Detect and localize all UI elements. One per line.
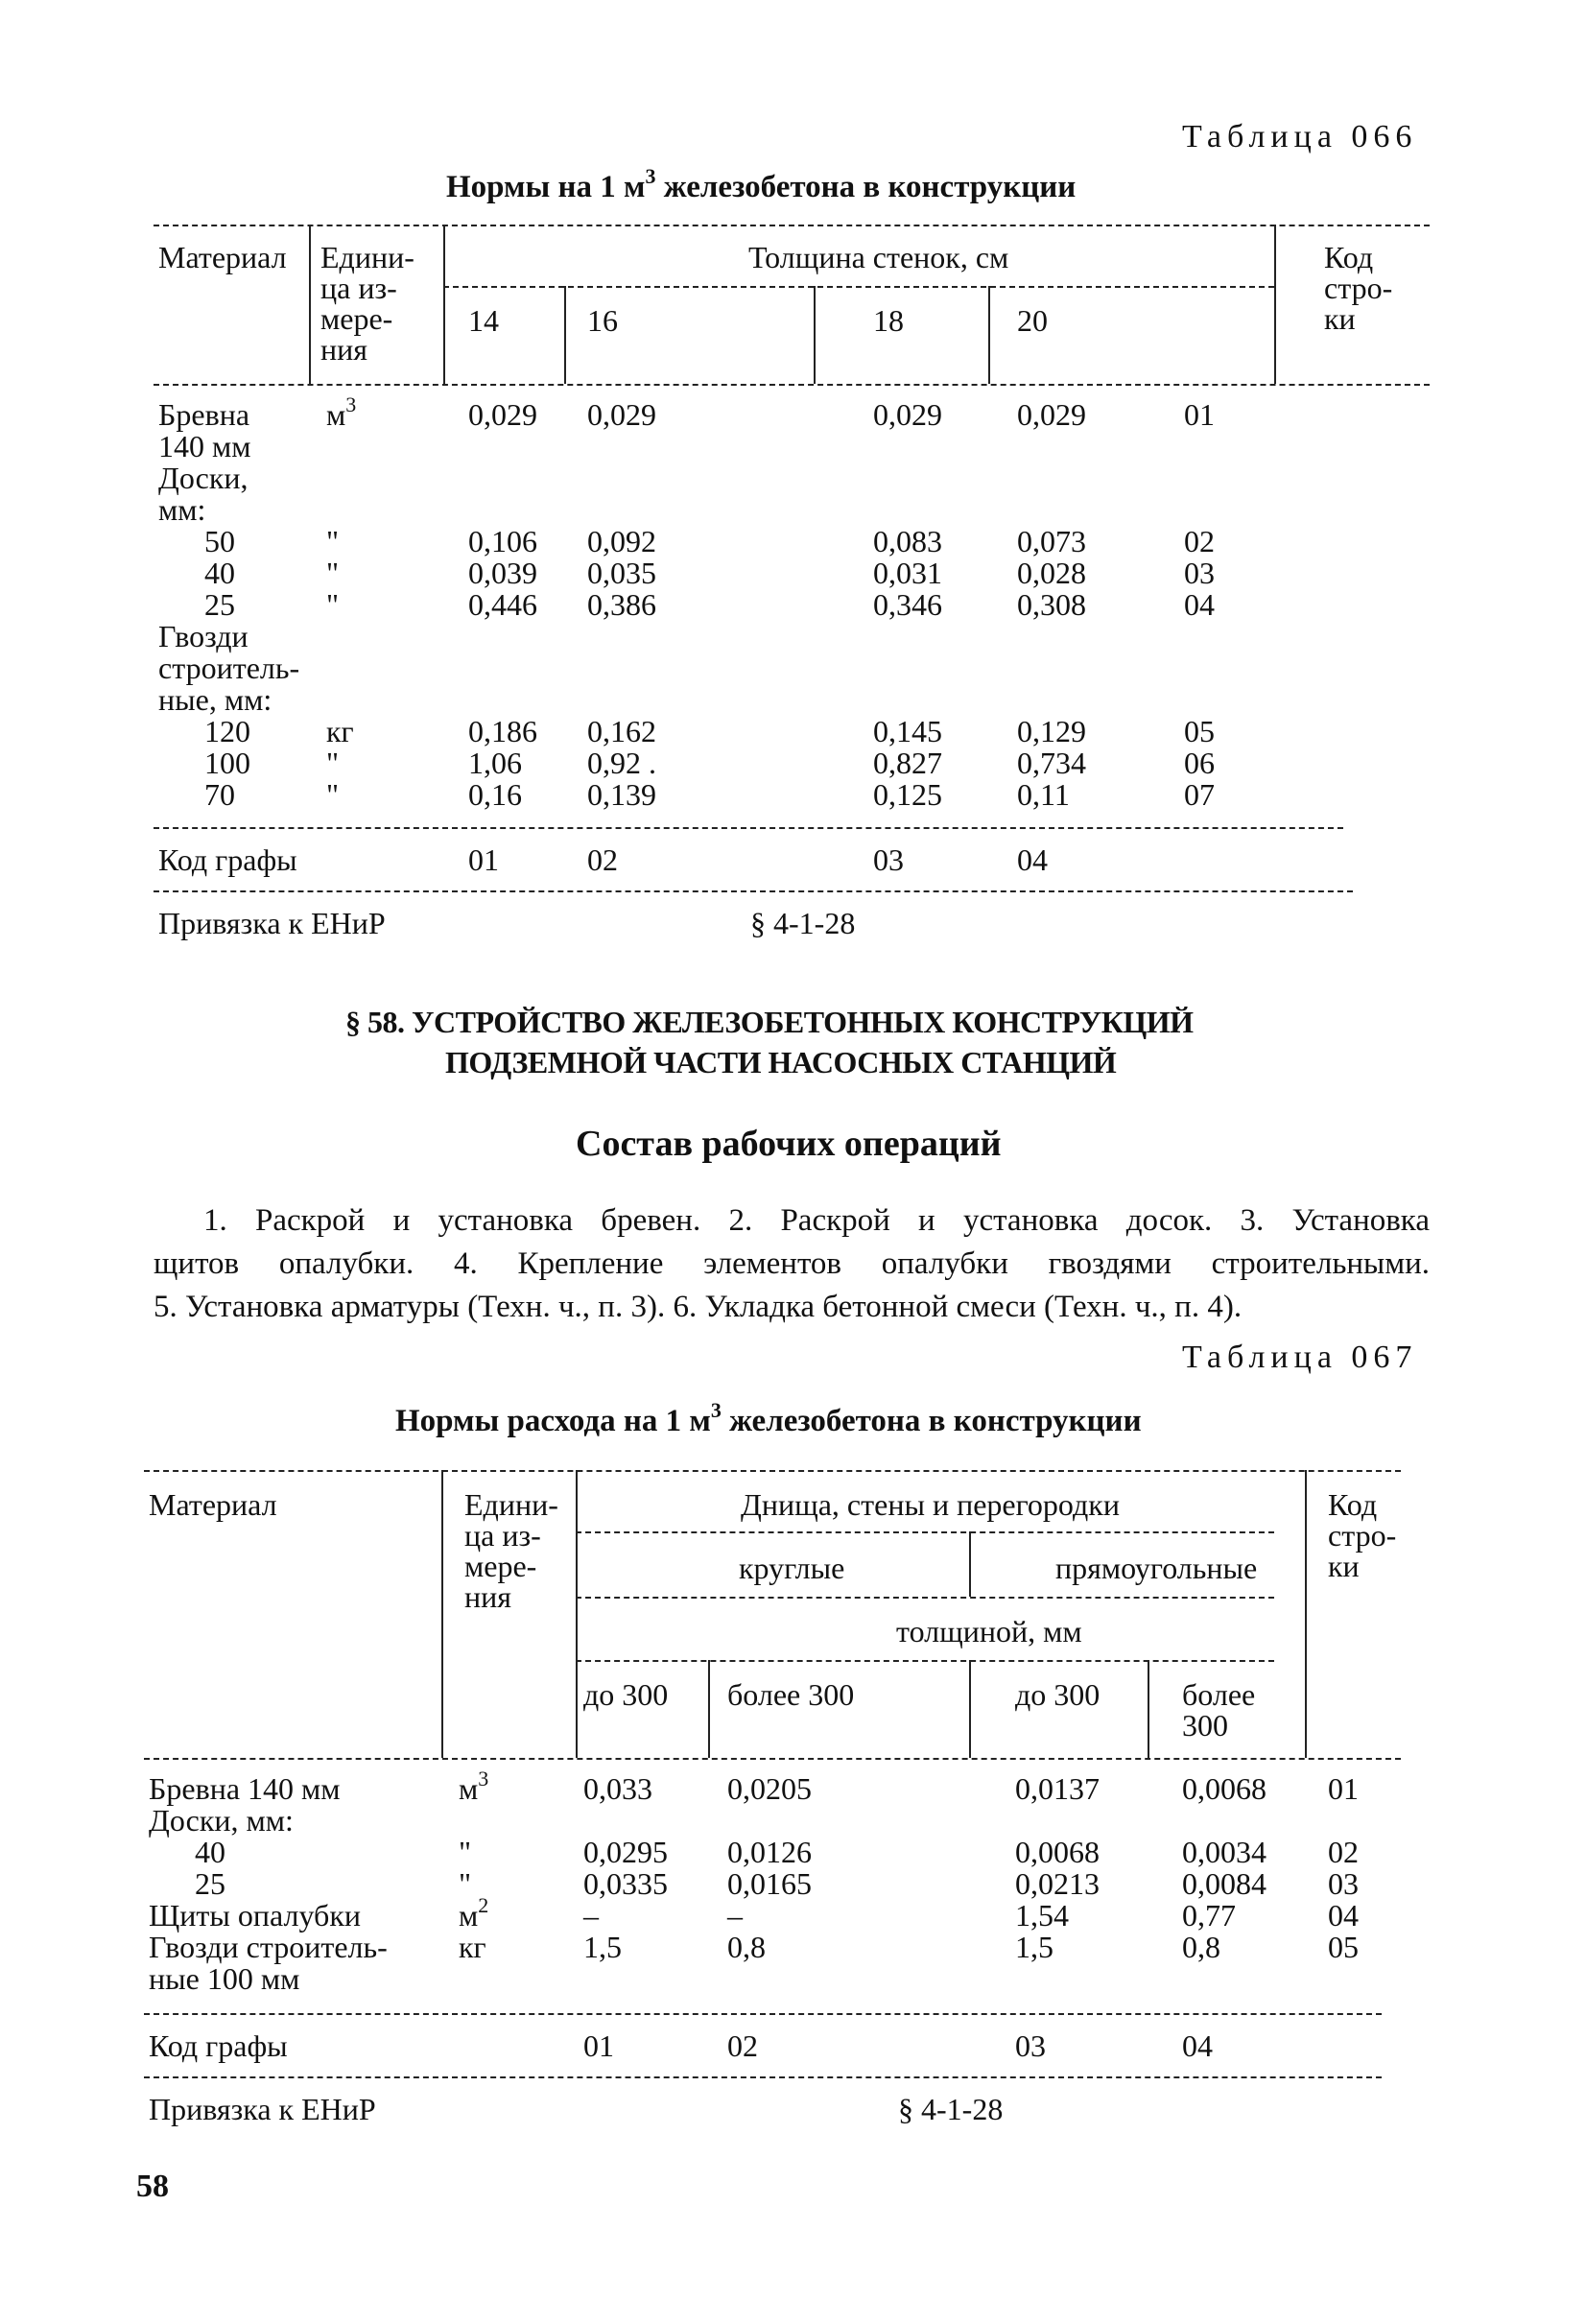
t1-col-16: 0,029 0,092 0,035 0,386 0,162 0,92 . 0,139 (587, 397, 656, 812)
t1-graph-code-01: 01 (468, 842, 499, 877)
t1-header-code: Код стро- ки (1324, 240, 1393, 336)
table2-vline-2 (576, 1470, 578, 1758)
t1-header-material: Материал (158, 240, 287, 274)
table1-sub-rule (443, 286, 1274, 288)
t2-col-3: 0,0137 0,0068 0,0213 1,54 1,5 (1015, 1771, 1100, 1964)
t2-link-label: Привязка к ЕНиР (149, 2092, 376, 2126)
table2-group-rule (576, 1531, 1274, 1533)
t2-header-col-4: более 300 (1182, 1677, 1256, 1743)
table2-top-rule (144, 1470, 1401, 1472)
t1-col-code: 01 02 03 04 05 06 07 (1184, 397, 1215, 812)
table1-vline-4 (814, 286, 816, 384)
t1-header-unit: Едини- ца из- мере- ния (320, 240, 414, 367)
table2-vline-5 (969, 1660, 971, 1758)
t1-col-material: Бревна 140 мм Доски, мм: 50 40 25 Гвозди строитель- ные, мм: 120 100 70 (158, 397, 300, 812)
table1-vline-2 (443, 225, 445, 384)
table1-header-rule (154, 384, 1430, 386)
t2-col-material: Бревна 140 мм Доски, мм: 40 25 Щиты опалубки Гвозди строитель- ные 100 мм (149, 1771, 388, 1996)
table2-shape-rule (576, 1597, 1274, 1599)
t2-graph-code-01: 01 (583, 2028, 614, 2063)
page-number: 58 (136, 2169, 169, 2204)
section-title-line1: § 58. УСТРОЙСТВО ЖЕЛЕЗОБЕТОННЫХ КОНСТРУКЦИЙ (345, 1005, 1194, 1039)
table2-vline-7 (1305, 1470, 1307, 1758)
t1-header-col-16: 16 (587, 303, 618, 338)
table-row: Бревна (158, 397, 250, 432)
t1-graph-code-02: 02 (587, 842, 618, 877)
table1-vline-3 (564, 286, 566, 384)
t2-header-rect: прямоугольные (1055, 1551, 1258, 1585)
table2-header-rule (144, 1758, 1401, 1760)
t2-header-code: Код стро- ки (1328, 1487, 1397, 1583)
t1-header-col-20: 20 (1017, 303, 1048, 338)
t2-graph-code-03: 03 (1015, 2028, 1046, 2063)
section-title-line2: ПОДЗЕМНОЙ ЧАСТИ НАСОСНЫХ СТАНЦИЙ (445, 1045, 1117, 1079)
t2-col-4: 0,0068 0,0034 0,0084 0,77 0,8 (1182, 1771, 1266, 1964)
table1-vline-6 (1274, 225, 1276, 384)
t1-col-18: 0,029 0,083 0,031 0,346 0,145 0,827 0,125 (873, 397, 942, 812)
table-title-067: Нормы расхода на 1 $м^3$ железобетона в конструкции (395, 1398, 1142, 1438)
t2-col-1: 0,033 0,0295 0,0335 – 1,5 (583, 1771, 668, 1964)
table-label-066: Таблица 066 (1182, 119, 1418, 154)
t1-col-unit: $м^3$ " " " кг " " (326, 392, 357, 812)
t2-header-col-3: до 300 (1015, 1677, 1101, 1712)
t1-graph-code-label: Код графы (158, 842, 297, 877)
t1-link-value: § 4-1-28 (750, 906, 856, 940)
t1-graph-code-04: 04 (1017, 842, 1048, 877)
table2-graph-rule-top (144, 2013, 1382, 2015)
table1-graph-rule-top (154, 827, 1343, 829)
t2-graph-code-04: 04 (1182, 2028, 1213, 2063)
t2-graph-code-label: Код графы (149, 2028, 288, 2063)
t2-col-2: 0,0205 0,0126 0,0165 – 0,8 (727, 1771, 812, 1964)
table1-graph-rule-bottom (154, 890, 1353, 892)
t2-header-round: круглые (739, 1551, 845, 1585)
table2-vline-6 (1148, 1660, 1149, 1758)
section-subtitle: Состав рабочих операций (576, 1124, 1002, 1164)
t1-col-14: 0,029 0,106 0,039 0,446 0,186 1,06 0,16 (468, 397, 537, 812)
section-paragraph: 1. Раскрой и установка бревен. 2. Раскрой и установка досок. 3. Установка щитов опалубки. 4. Крепление элементов опалубки гвоздями строительными. 5. Установка арматуры (Техн. ч., п. 3). 6. Укладка бетонной смеси (Техн. ч., п. 4). (154, 1203, 1430, 1324)
t1-col-20: 0,029 0,073 0,028 0,308 0,129 0,734 0,11 (1017, 397, 1086, 812)
t1-header-col-18: 18 (873, 303, 904, 338)
table2-vline-3 (969, 1531, 971, 1597)
t1-link-label: Привязка к ЕНиР (158, 906, 386, 940)
t2-header-col-2: более 300 (727, 1677, 855, 1712)
t1-graph-code-03: 03 (873, 842, 904, 877)
t2-header-material: Материал (149, 1487, 277, 1522)
table2-thick-rule (576, 1660, 1274, 1662)
t2-col-unit: $м^3$ " " $м^2$ кг (459, 1767, 489, 1964)
t2-col-code: 01 02 03 04 05 (1328, 1771, 1359, 1964)
t2-header-thickness: толщиной, мм (896, 1614, 1082, 1648)
table2-vline-1 (441, 1470, 443, 1758)
t2-graph-code-02: 02 (727, 2028, 758, 2063)
t1-header-col-14: 14 (468, 303, 499, 338)
table-title-066: Нормы на 1 $м^3$ железобетона в конструкции (446, 164, 1077, 204)
table-label-067: Таблица 067 (1182, 1340, 1418, 1375)
table1-vline-5 (988, 286, 990, 384)
table1-vline-1 (309, 225, 311, 384)
t2-link-value: § 4-1-28 (898, 2092, 1004, 2126)
t2-header-col-1: до 300 (583, 1677, 669, 1712)
t1-header-thickness: Толщина стенок, см (748, 240, 1009, 274)
table2-vline-4 (708, 1660, 710, 1758)
t2-header-unit: Едини- ца из- мере- ния (464, 1487, 558, 1614)
table2-graph-rule-bottom (144, 2076, 1382, 2078)
table1-top-rule (154, 225, 1430, 226)
t2-header-group: Днища, стены и перегородки (741, 1487, 1120, 1522)
